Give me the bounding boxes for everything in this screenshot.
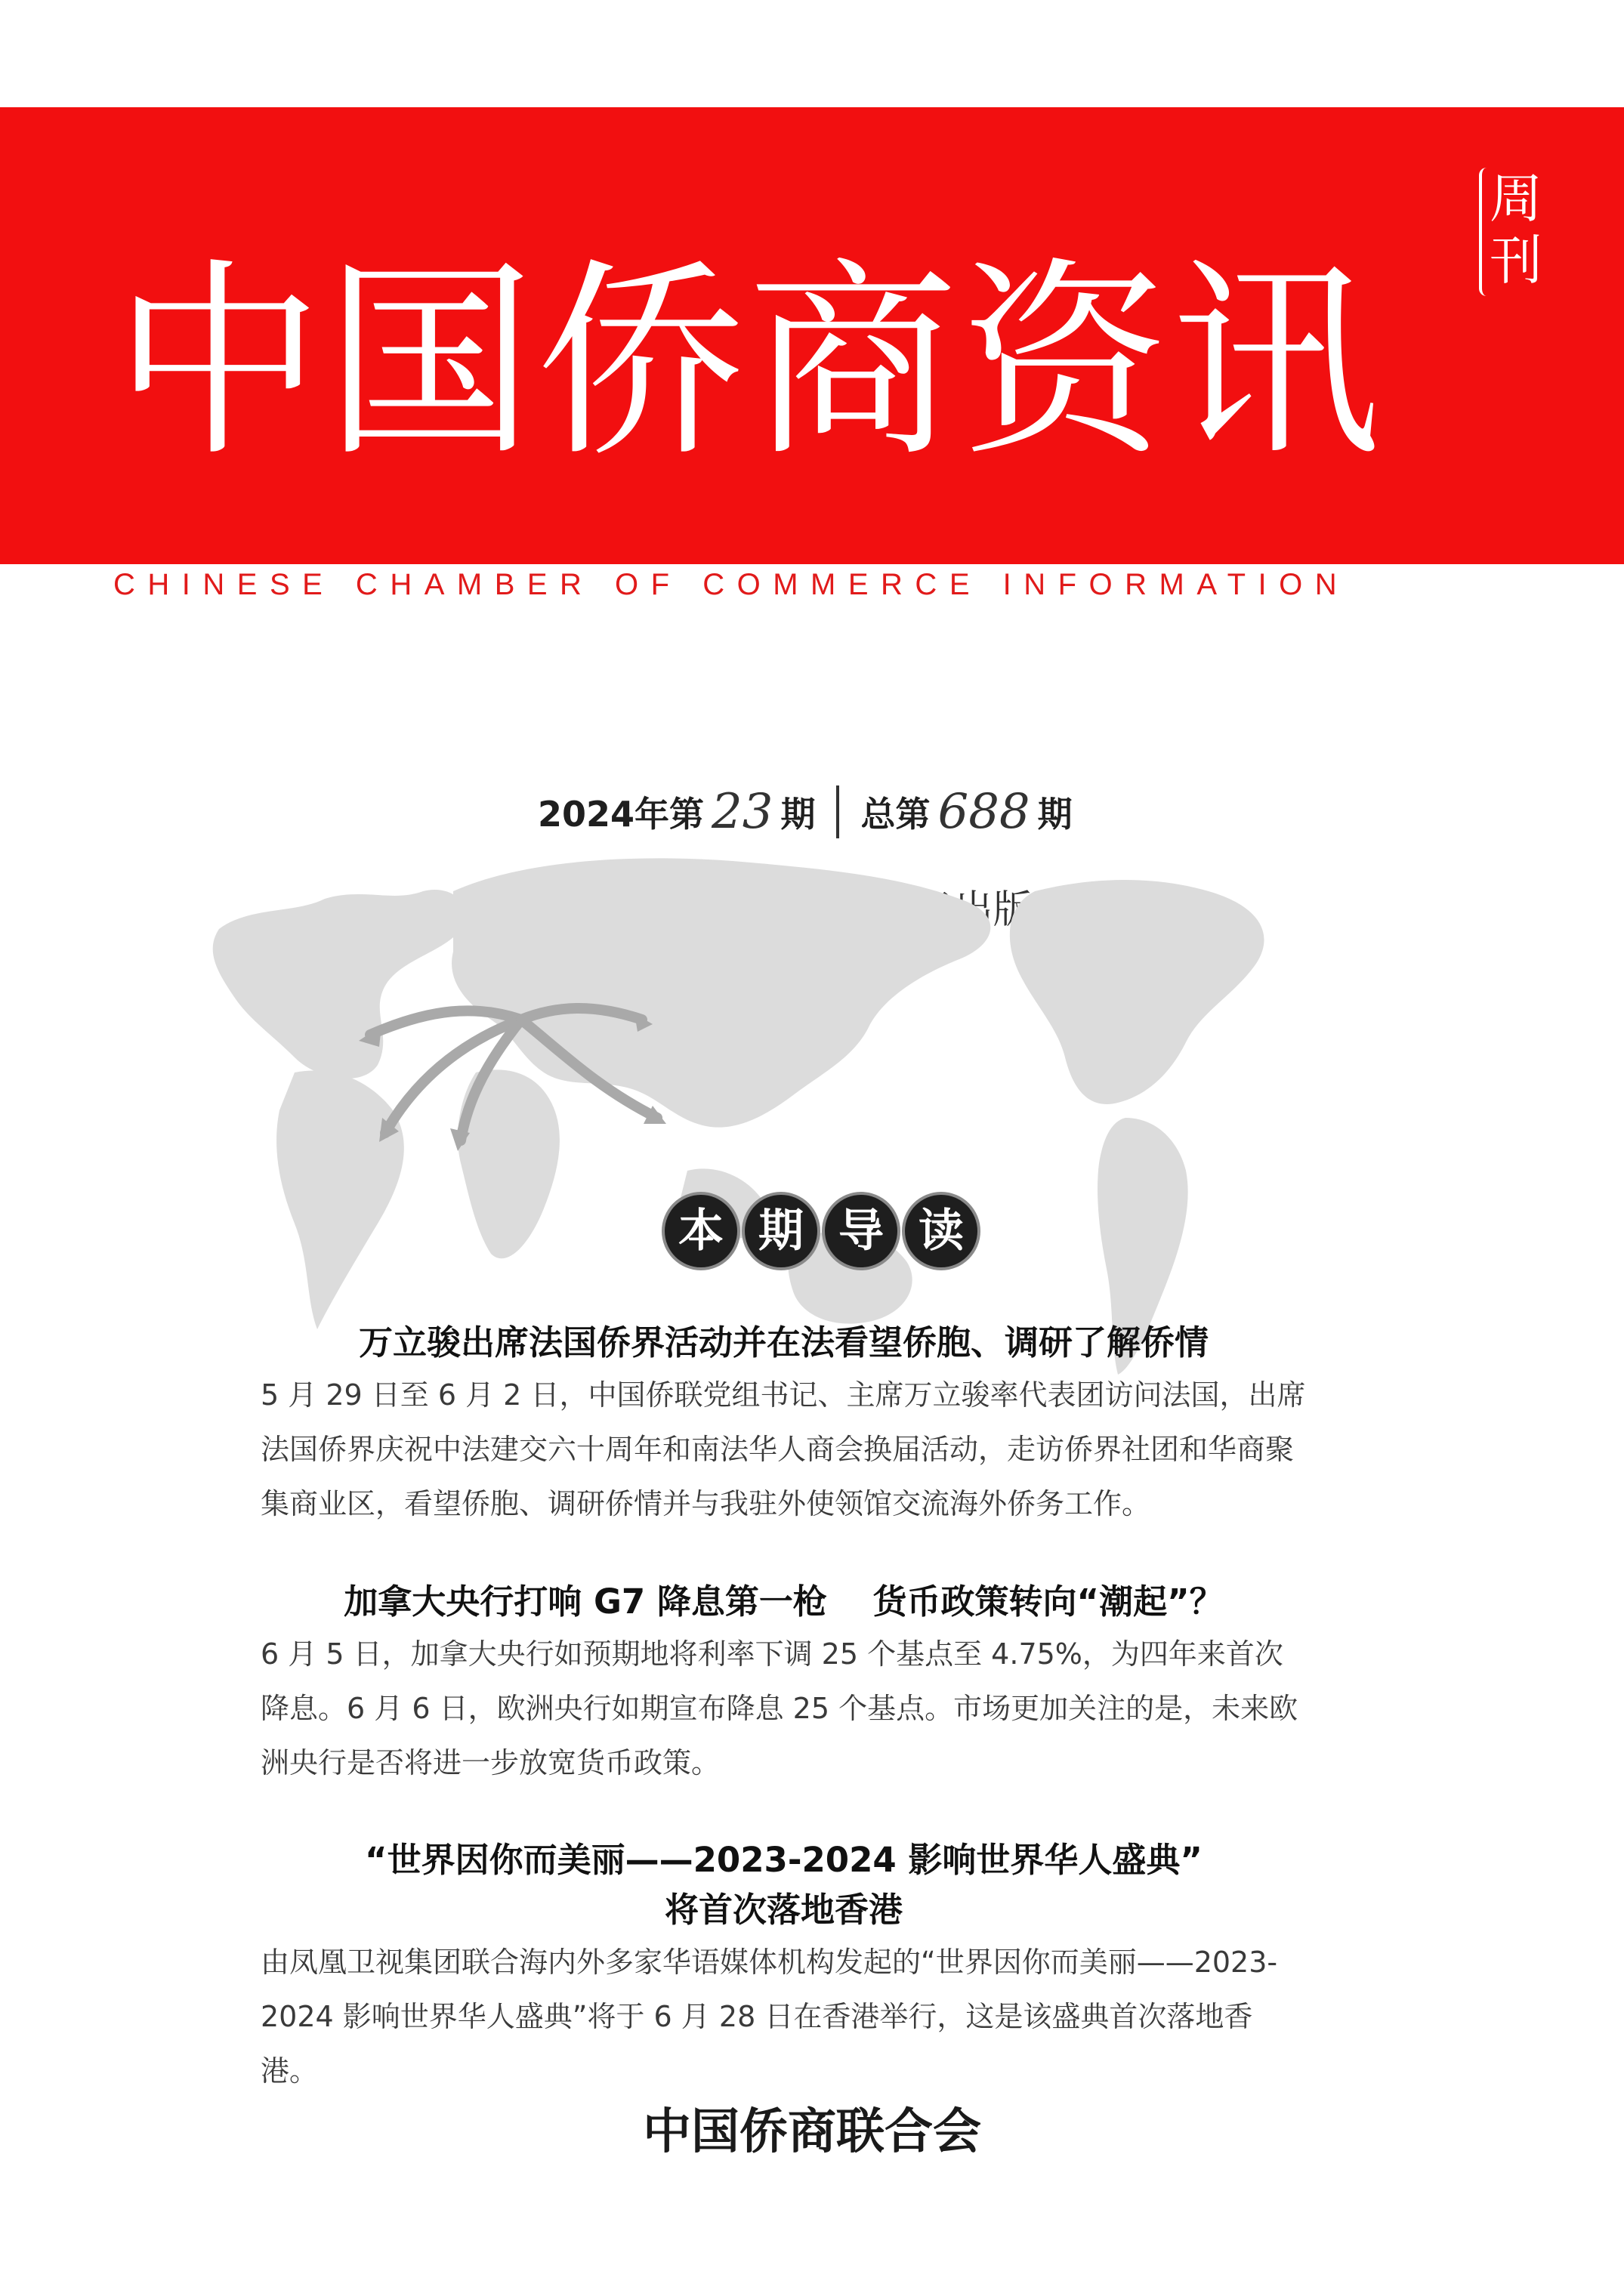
article-title-line-2: 将首次落地香港 [664, 1890, 903, 1930]
intro-badge-char: 导 [825, 1195, 897, 1267]
article-body: 6 月 5 日，加拿大央行如预期地将利率下调 25 个基点至 4.75%，为四年来首次降息。6 月 6 日，欧洲央行如期宣布降息 25 个基点。市场更加关注的是，未来欧洲央行是否将进一步放宽货币政策。 [261, 1637, 1298, 1779]
issue-line [538, 778, 1073, 846]
article-1 [261, 1318, 1307, 1531]
article-2 [261, 1577, 1307, 1790]
issue-year-label: 2024年第 [538, 794, 705, 835]
issue-divider [836, 785, 839, 838]
article-title: 加拿大央行打响 G7 降息第一枪 货币政策转向“潮起”？ [344, 1582, 1224, 1622]
masthead-english-subtitle: CHINESE CHAMBER OF COMMERCE INFORMATION [113, 568, 1350, 601]
total-label: 总第 [860, 794, 931, 835]
intro-badge-char: 期 [745, 1195, 817, 1267]
masthead-title: 中国侨商资讯 [113, 240, 1382, 485]
intro-badge [665, 1195, 977, 1267]
publisher-organization: 中国侨商联合会 [643, 2104, 981, 2160]
issue-number: 23 [712, 784, 773, 840]
article-title-line-1: “世界因你而美丽——2023-2024 影响世界华人盛典” [365, 1840, 1203, 1880]
total-issue-number: 688 [937, 784, 1030, 840]
article-3 [261, 1835, 1307, 2098]
issue-suffix: 期 [780, 794, 816, 835]
weekly-seal: 周刊 [1479, 168, 1550, 296]
article-body: 由凤凰卫视集团联合海内外多家华语媒体机构发起的“世界因你而美丽——2023-2024 影响世界华人盛典”将于 6 月 28 日在香港举行，这是该盛典首次落地香港。 [261, 1946, 1278, 2088]
article-title: 万立骏出席法国侨界活动并在法看望侨胞、调研了解侨情 [358, 1322, 1209, 1363]
article-body: 5 月 29 日至 6 月 2 日，中国侨联党组书记、主席万立骏率代表团访问法国，出席法国侨界庆祝中法建交六十周年和南法华人商会换届活动，走访侨界社团和华商聚集商业区，看望侨胞、调研侨情并与我驻外使领馆交流海外侨务工作。 [261, 1378, 1306, 1520]
total-suffix: 期 [1037, 794, 1073, 835]
intro-badge-char: 本 [665, 1195, 737, 1267]
intro-badge-char: 读 [905, 1195, 977, 1267]
